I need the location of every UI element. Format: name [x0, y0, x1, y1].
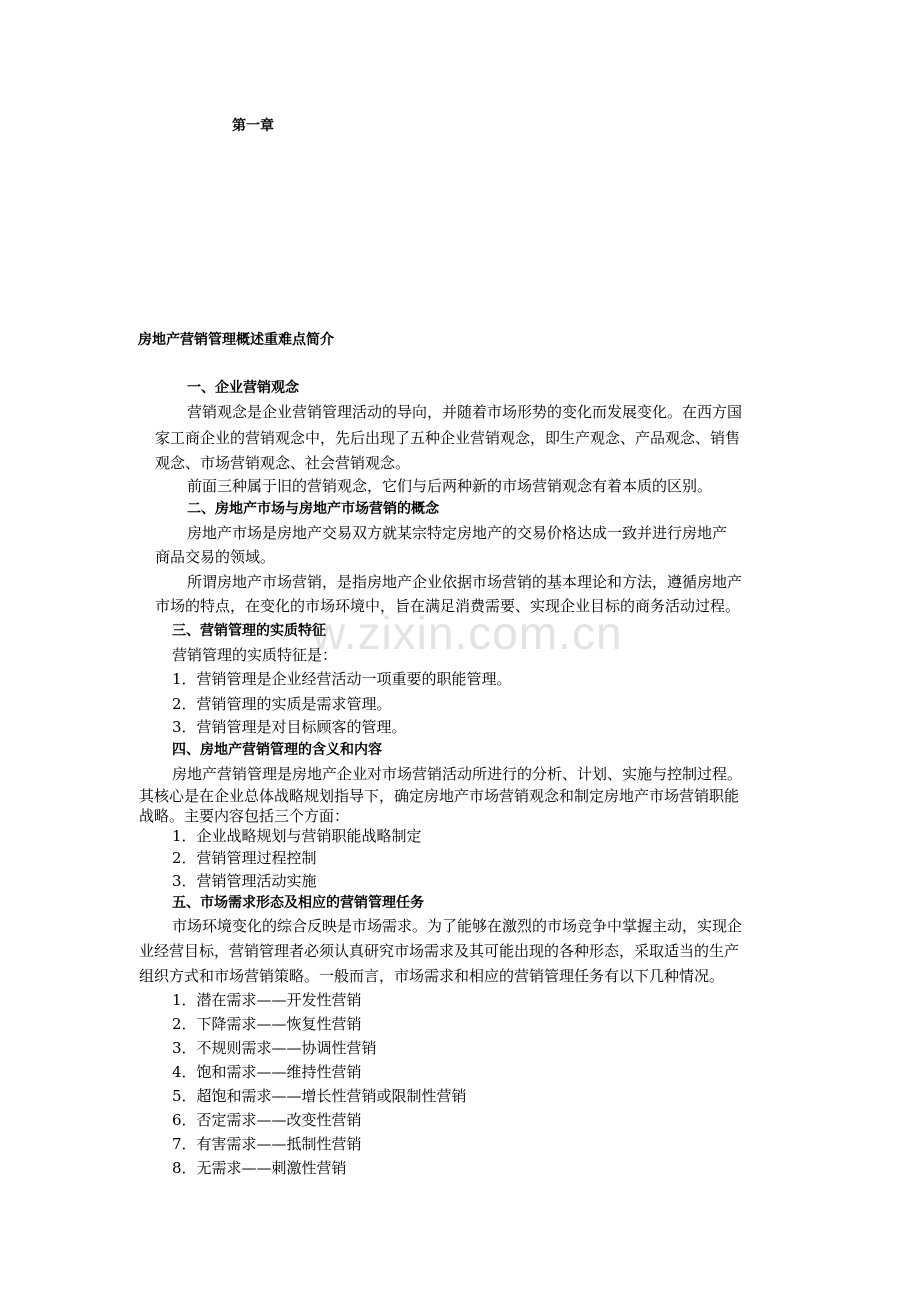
section-3-list-item: 1．营销管理是企业经营活动一项重要的职能管理。 — [172, 670, 512, 688]
section-5-list-item: 2．下降需求——恢复性营销 — [172, 1015, 362, 1033]
section-5-list-item: 7．有害需求——抵制性营销 — [172, 1135, 362, 1153]
section-5-list-item: 6．否定需求——改变性营销 — [172, 1111, 362, 1129]
section-2-heading: 二、房地产市场与房地产市场营销的概念 — [187, 501, 439, 517]
section-1-paragraph-2: 前面三种属于旧的营销观念，它们与后两种新的市场营销观念有着本质的区别。 — [187, 477, 713, 495]
section-5-paragraph-line-3: 组织方式和市场营销策略。一般而言，市场需求和相应的营销管理任务有以下几种情况。 — [139, 967, 725, 985]
watermark: w.zixin.com.cn — [312, 607, 623, 659]
section-5-heading: 五、市场需求形态及相应的营销管理任务 — [172, 895, 424, 911]
section-3-heading: 三、营销管理的实质特征 — [172, 623, 326, 639]
section-4-list-item: 1．企业战略规划与营销职能战略制定 — [172, 827, 422, 845]
section-2-paragraph-2-line-1: 所谓房地产市场营销，是指房地产企业依据市场营销的基本理论和方法，遵循房地产 — [187, 573, 743, 591]
section-4-paragraph-line-2: 其核心是在企业总体战略规划指导下，确定房地产市场营销观念和制定房地产市场营销职能 — [139, 787, 740, 805]
section-4-list-item: 3．营销管理活动实施 — [172, 872, 317, 890]
section-5-paragraph-line-1: 市场环境变化的综合反映是市场需求。为了能够在激烈的市场竞争中掌握主动，实现企 — [172, 917, 743, 935]
section-1-paragraph-1-line-2: 家工商企业的营销观念中，先后出现了五种企业营销观念，即生产观念、产品观念、销售 — [155, 429, 741, 447]
section-2-paragraph-1-line-1: 房地产市场是房地产交易双方就某宗特定房地产的交易价格达成一致并进行房地产 — [187, 524, 728, 542]
section-1-paragraph-1-line-1: 营销观念是企业营销管理活动的导向，并随着市场形势的变化而发展变化。在西方国 — [187, 403, 743, 421]
section-5-list-item: 8．无需求——刺激性营销 — [172, 1159, 347, 1177]
section-3-list-item: 3．营销管理是对目标顾客的管理。 — [172, 718, 407, 736]
section-5-paragraph-line-2: 业经营目标，营销管理者必须认真研究市场需求及其可能出现的各种形态，采取适当的生产 — [139, 942, 740, 960]
section-4-paragraph-line-3: 战略。主要内容包括三个方面： — [139, 807, 350, 825]
section-5-list-item: 3．不规则需求——协调性营销 — [172, 1039, 377, 1057]
section-1-heading: 一、企业营销观念 — [187, 380, 299, 396]
section-5-list-item: 4．饱和需求——维持性营销 — [172, 1063, 362, 1081]
section-2-paragraph-1-line-2: 商品交易的领域。 — [155, 548, 276, 566]
section-2-paragraph-2-line-2: 市场的特点，在变化的市场环境中，旨在满足消费需要、实现企业目标的商务活动过程。 — [155, 597, 741, 615]
section-5-list-item: 1．潜在需求——开发性营销 — [172, 991, 362, 1009]
section-4-heading: 四、房地产营销管理的含义和内容 — [172, 742, 382, 758]
document-title: 房地产营销管理概述重难点简介 — [138, 332, 334, 348]
section-5-list-item: 5．超饱和需求——增长性营销或限制性营销 — [172, 1087, 467, 1105]
chapter-heading: 第一章 — [232, 118, 274, 134]
section-3-list-item: 2．营销管理的实质是需求管理。 — [172, 695, 392, 713]
section-4-list-item: 2．营销管理过程控制 — [172, 849, 317, 867]
section-4-paragraph-line-1: 房地产营销管理是房地产企业对市场营销活动所进行的分析、计划、实施与控制过程。 — [172, 765, 743, 783]
section-3-intro: 营销管理的实质特征是： — [172, 646, 338, 664]
section-1-paragraph-1-line-3: 观念、市场营销观念、社会营销观念。 — [155, 454, 411, 472]
